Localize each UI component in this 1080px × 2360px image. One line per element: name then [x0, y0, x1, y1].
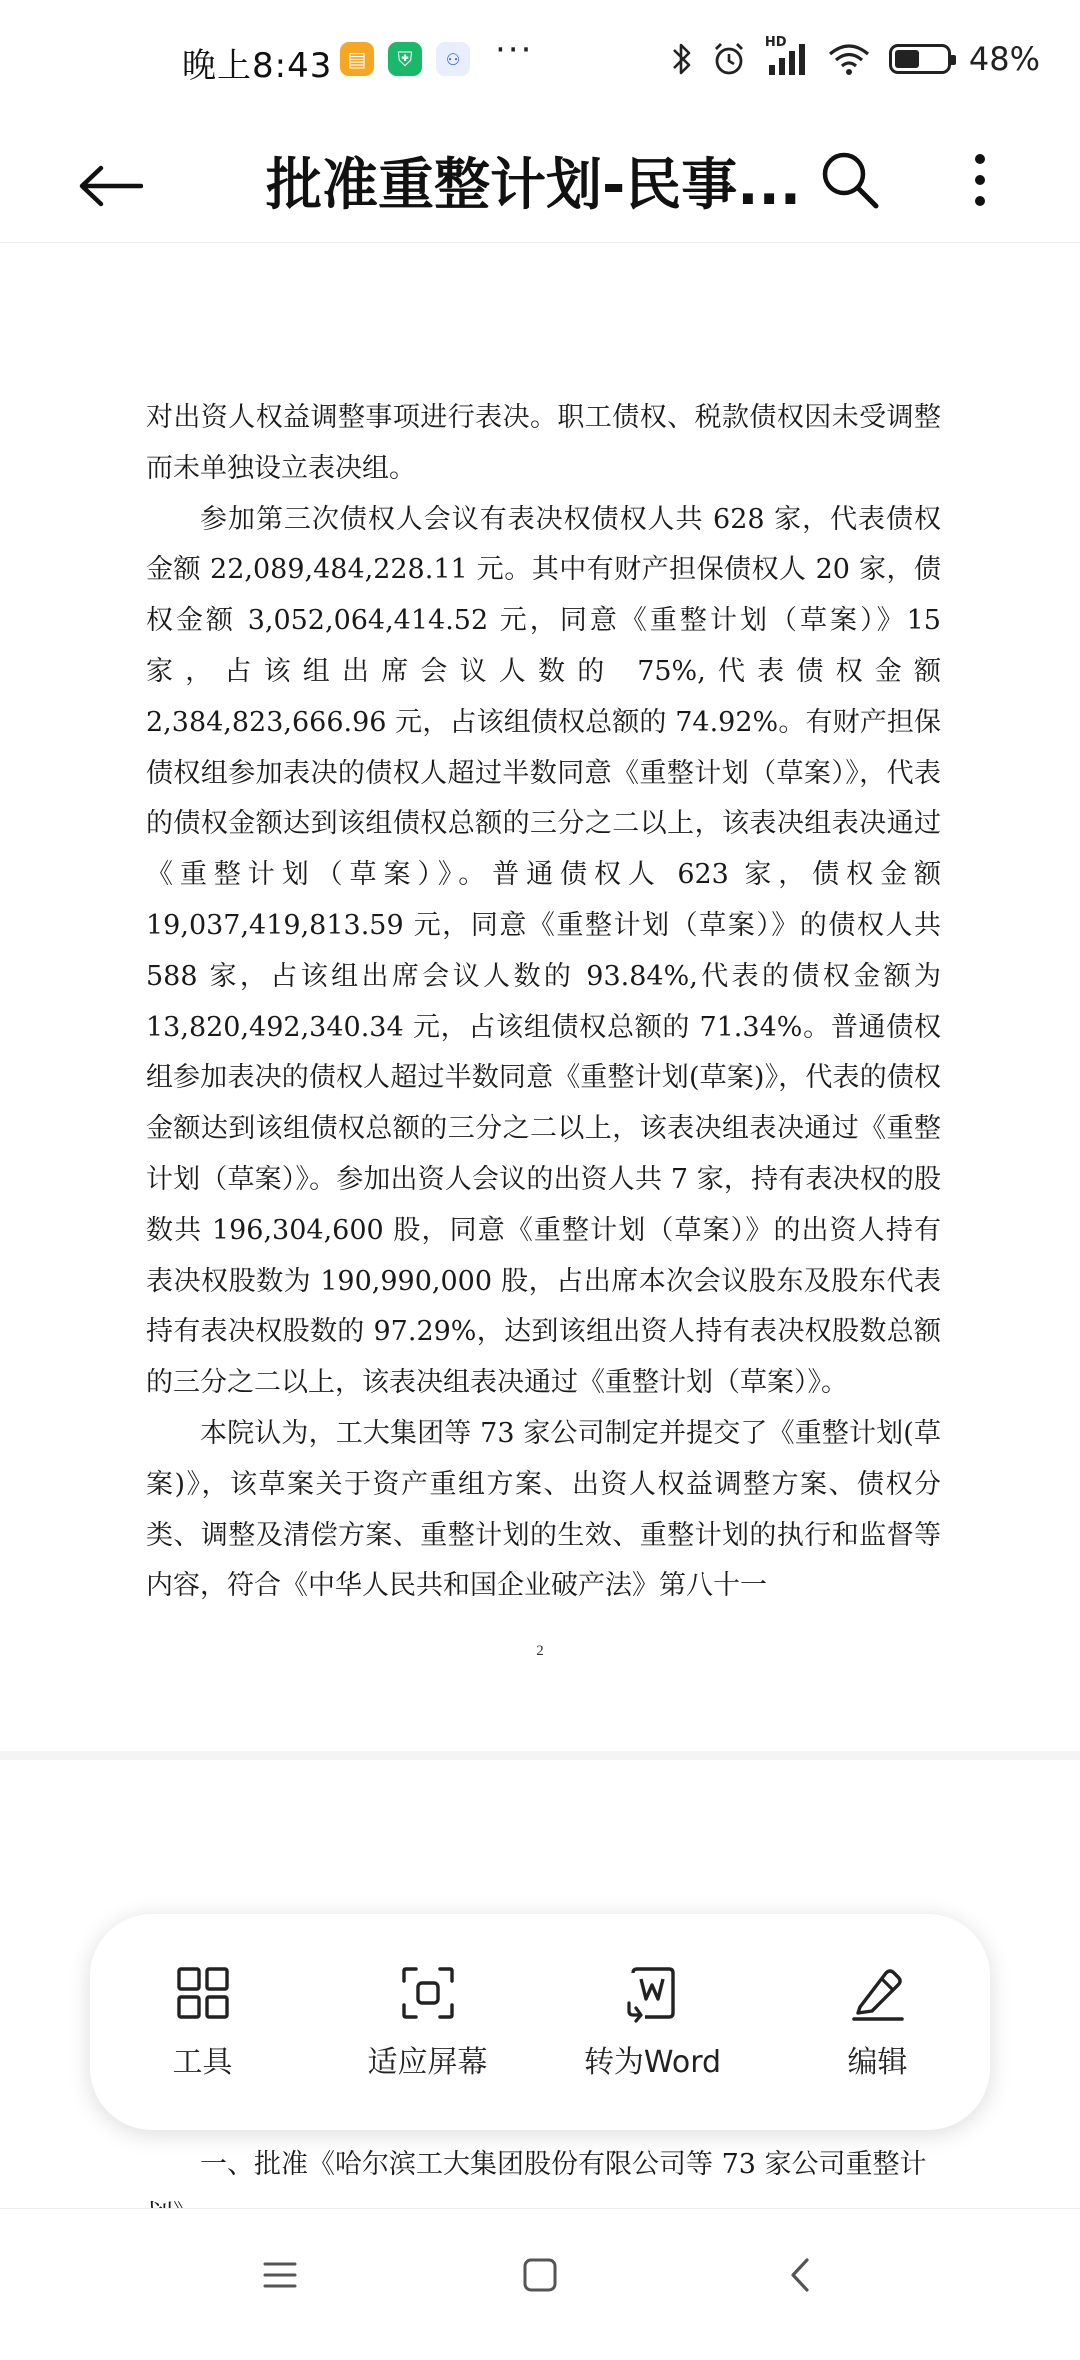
- fit-screen-button[interactable]: [328, 1963, 528, 2081]
- network-type-label: HD: [764, 35, 787, 50]
- grid-icon: [173, 1963, 233, 2023]
- back-nav-button[interactable]: [770, 2245, 830, 2305]
- document-page: [0, 243, 1080, 1751]
- battery-percent: 48%: [968, 40, 1040, 78]
- battery-icon: [889, 44, 951, 74]
- bluetooth-icon: [671, 41, 693, 77]
- more-notifications-icon: ···: [495, 30, 534, 70]
- status-indicators: [671, 35, 1040, 78]
- search-button[interactable]: [810, 140, 890, 220]
- security-app-icon: ⛨: [388, 42, 422, 76]
- fit-screen-icon: [398, 1963, 458, 2023]
- arrow-left-icon: [77, 164, 143, 208]
- paragraph: 一、批准《哈尔滨工大集团股份有限公司等 73 家公司重整计: [200, 2149, 927, 2180]
- fit-screen-label: 适应屏幕: [367, 2045, 488, 2080]
- recent-apps-button[interactable]: [250, 2245, 310, 2305]
- chevron-left-icon: [788, 2257, 812, 2293]
- app-bar: [0, 120, 1080, 243]
- square-icon: [522, 2257, 558, 2293]
- document-text: [146, 393, 941, 1612]
- convert-word-label: 转为Word: [583, 2045, 722, 2080]
- status-bar: [0, 0, 1080, 120]
- pencil-icon: [848, 1963, 908, 2023]
- more-vertical-icon: [972, 152, 988, 208]
- home-button[interactable]: [510, 2245, 570, 2305]
- edit-label: 编辑: [847, 2045, 908, 2080]
- paragraph: 对出资人权益调整事项进行表决。职工债权、税款债权因未受调整而未单独设立表决组。: [146, 402, 941, 484]
- floating-toolbar: [90, 1914, 990, 2130]
- alarm-icon: [711, 41, 747, 77]
- page-title: 批准重整计划-民事...: [266, 153, 802, 218]
- baidu-app-icon: ⚇: [436, 42, 470, 76]
- system-nav-bar: [0, 2208, 1080, 2341]
- status-notification-icons: [340, 42, 470, 76]
- status-time: 晚上8:43: [182, 46, 333, 86]
- more-options-button[interactable]: [952, 140, 1008, 220]
- cellular-signal-icon: [764, 35, 809, 77]
- tools-button[interactable]: [103, 1963, 303, 2081]
- tools-label: 工具: [172, 2045, 233, 2080]
- battery-level: [895, 50, 919, 68]
- convert-word-button[interactable]: [553, 1963, 753, 2081]
- search-icon: [818, 148, 882, 212]
- convert-word-icon: [623, 1963, 683, 2023]
- page-number: 2: [536, 1643, 544, 1659]
- menu-icon: [262, 2260, 298, 2290]
- notes-app-icon: ▤: [340, 42, 374, 76]
- back-button[interactable]: [70, 146, 150, 226]
- wifi-icon: [827, 41, 871, 77]
- paragraph: 参加第三次债权人会议有表决权债权人共 628 家，代表债权金额 22,089,484,228.11 元。其中有财产担保债权人 20 家，债权金额 3,052,064,414.52 元，同意《重整计划（草案）》15 家，占该组出席会议人数的 75%,代表债权金额 2,384,823,666.96 元，占该组债权总额的 74.92%。有财产担保债权组参加表决的债权人超过半数同意《重整计划（草案）》，代表的债权金额达到该组债权总额的三分之二以上，该表决组表决通过《重整计划（草案）》。普通债权人 623 家，债权金额 19,037,419,813.59 元，同意《重整计划（草案）》的债权人共 588 家，占该组出席会议人数的 93.84%,代表的债权金额为 13,820,492,340.34 元，占该组债权总额的 71.34%。普通债权组参加表决的债权人超过半数同意《重整计划(草案)》，代表的债权金额达到该组债权总额的三分之二以上，该表决组表决通过《重整计划（草案）》。参加出资人会议的出资人共 7 家，持有表决权的股数共 196,304,600 股，同意《重整计划（草案）》的出资人持有表决权股数为 190,990,000 股，占出席本次会议股东及股东代表持有表决权股数的 97.29%，达到该组出资人持有表决权股数总额的三分之二以上，该表决组表决通过《重整计划（草案）》。: [146, 503, 941, 1399]
- paragraph: 本院认为，工大集团等 73 家公司制定并提交了《重整计划(草案)》，该草案关于资产重组方案、出资人权益调整方案、债权分类、调整及清偿方案、重整计划的生效、重整计划的执行和监督等内容，符合《中华人民共和国企业破产法》第八十一: [146, 1417, 941, 1602]
- edit-button[interactable]: [778, 1963, 978, 2081]
